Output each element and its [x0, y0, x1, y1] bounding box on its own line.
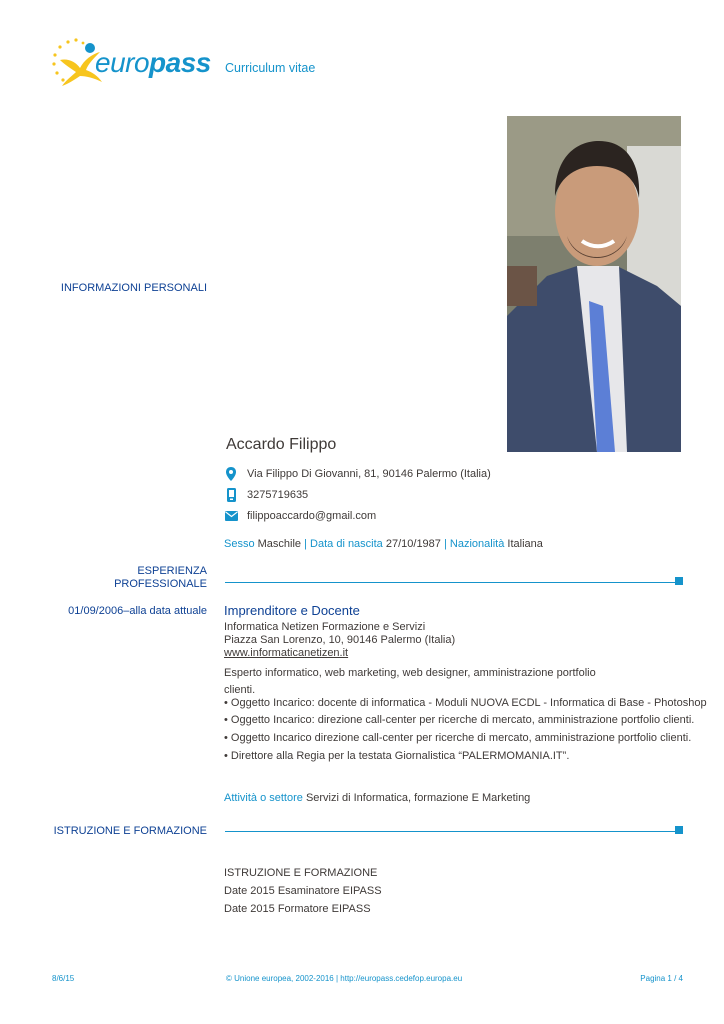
- sex-label: Sesso: [224, 538, 255, 550]
- document-title: Curriculum vitae: [225, 61, 316, 75]
- education-line: Date 2015 Esaminatore EIPASS: [224, 885, 382, 897]
- section-divider-square: [675, 826, 683, 834]
- personal-details-line: [224, 538, 543, 551]
- job-bullet: • Oggetto Incarico: direzione call-center per ricerche di mercato, amministrazione portfolio clienti.: [224, 714, 695, 726]
- section-label-line: PROFESSIONALE: [114, 578, 207, 590]
- email-envelope-icon: [224, 509, 238, 523]
- employer-name: Informatica Netizen Formazione e Servizi: [224, 621, 426, 633]
- email-row: [224, 509, 376, 523]
- job-bullet: • Oggetto Incarico: docente di informatica - Moduli NUOVA ECDL - Informatica di Base - Photoshop: [224, 697, 707, 709]
- sector-line: [224, 792, 530, 805]
- section-divider-square: [675, 577, 683, 585]
- full-name: Accardo Filippo: [226, 436, 337, 453]
- profile-photo: [507, 116, 681, 452]
- section-divider-line: [225, 831, 677, 832]
- job-description-line: Esperto informatico, web marketing, web designer, amministrazione portfolio: [224, 667, 596, 679]
- job-bullet: • Oggetto Incarico direzione call-center per ricerche di mercato, amministrazione portfolio clienti.: [224, 732, 692, 744]
- job-title: Imprenditore e Docente: [224, 603, 360, 618]
- location-pin-icon: [224, 467, 238, 481]
- email-text[interactable]: filippoaccardo@gmail.com: [247, 510, 377, 522]
- employer-website-link[interactable]: www.informaticanetizen.it: [224, 647, 349, 659]
- birth-date-value: 27/10/1987: [385, 538, 441, 550]
- address-text: Via Filippo Di Giovanni, 81, 90146 Palermo (Italia): [247, 468, 491, 480]
- birth-date-label: Data di nascita: [310, 538, 383, 550]
- experience-date: 01/09/2006–alla data attuale: [68, 605, 207, 617]
- job-bullet: • Direttore alla Regia per la testata Giornalistica “PALERMOMANIA.IT”.: [224, 750, 570, 762]
- nationality-label: Nazionalità: [449, 538, 505, 550]
- sector-value: Servizi di Informatica, formazione E Marketing: [305, 792, 531, 804]
- separator: |: [443, 538, 447, 550]
- footer-copyright: © Unione europea, 2002-2016 | http://europass.cedefop.europa.eu: [226, 974, 463, 983]
- nationality-value: Italiana: [507, 538, 543, 550]
- europass-wordmark: europass: [95, 47, 211, 78]
- sector-label: Attività o settore: [224, 792, 303, 804]
- footer-date: 8/6/15: [52, 974, 75, 983]
- section-label-education: ISTRUZIONE E FORMAZIONE: [53, 825, 207, 837]
- section-label-experience: [114, 565, 207, 591]
- education-line: Date 2015 Formatore EIPASS: [224, 903, 371, 915]
- education-line: ISTRUZIONE E FORMAZIONE: [224, 867, 378, 879]
- address-row: [224, 467, 491, 481]
- job-description-line: clienti.: [224, 684, 256, 696]
- employer-address: Piazza San Lorenzo, 10, 90146 Palermo (Italia): [224, 634, 456, 646]
- separator: |: [304, 538, 307, 550]
- section-label-line: ESPERIENZA: [137, 565, 207, 577]
- mobile-phone-icon: [224, 488, 238, 502]
- sex-value: Maschile: [257, 538, 302, 550]
- phone-text: 3275719635: [247, 489, 309, 501]
- section-divider-line: [225, 582, 677, 583]
- footer-page-number: Pagina 1 / 4: [640, 974, 683, 983]
- section-label-personal-info: INFORMAZIONI PERSONALI: [60, 282, 207, 294]
- phone-row: [224, 488, 308, 502]
